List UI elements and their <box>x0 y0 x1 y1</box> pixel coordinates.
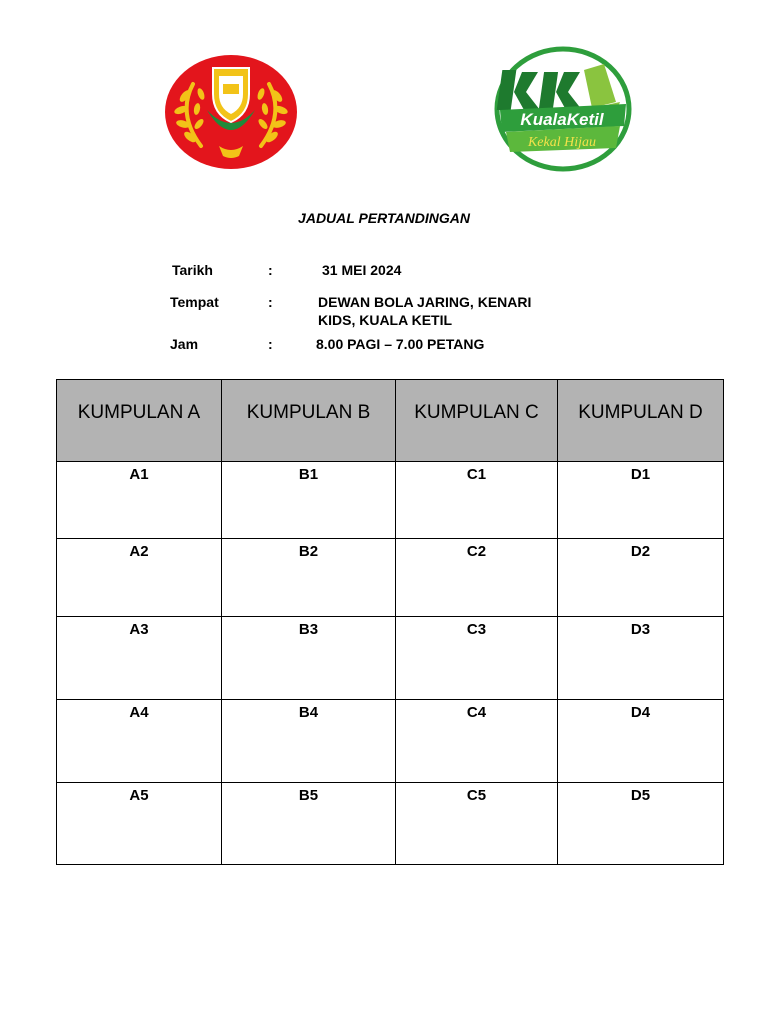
table-row <box>57 462 724 539</box>
team-cell: B4 <box>222 700 396 783</box>
team-cell: D3 <box>558 617 724 700</box>
info-value: 31 MEI 2024 <box>322 262 402 278</box>
team-cell: B5 <box>222 783 396 865</box>
info-colon: : <box>268 262 273 278</box>
team-cell: B1 <box>222 462 396 539</box>
group-header: KUMPULAN D <box>558 380 724 462</box>
table-row <box>57 539 724 617</box>
team-cell: A4 <box>57 700 222 783</box>
document-title: JADUAL PERTANDINGAN <box>298 210 470 226</box>
group-header: KUMPULAN A <box>57 380 222 462</box>
info-label: Jam <box>170 336 199 352</box>
team-cell: B3 <box>222 617 396 700</box>
svg-text:Kekal Hijau: Kekal Hijau <box>527 135 597 150</box>
kedah-crest-icon <box>163 54 303 174</box>
team-cell: A5 <box>57 783 222 865</box>
group-header: KUMPULAN B <box>222 380 396 462</box>
svg-text:KualaKetil: KualaKetil <box>520 110 604 129</box>
team-cell: C1 <box>396 462 558 539</box>
team-cell: C3 <box>396 617 558 700</box>
team-cell: B2 <box>222 539 396 617</box>
table-row <box>57 783 724 865</box>
kuala-ketil-logo-icon <box>492 44 634 174</box>
group-table <box>56 379 724 865</box>
team-cell: D4 <box>558 700 724 783</box>
team-cell: D5 <box>558 783 724 865</box>
team-cell: A1 <box>57 462 222 539</box>
team-cell: C2 <box>396 539 558 617</box>
table-row <box>57 617 724 700</box>
info-colon: : <box>268 336 273 352</box>
team-cell: A2 <box>57 539 222 617</box>
info-label: Tempat <box>170 294 219 310</box>
team-cell: C4 <box>396 700 558 783</box>
team-cell: A3 <box>57 617 222 700</box>
group-header: KUMPULAN C <box>396 380 558 462</box>
info-value: DEWAN BOLA JARING, KENARI <box>318 294 532 310</box>
info-colon: : <box>268 294 273 310</box>
info-value: KIDS, KUALA KETIL <box>318 312 453 328</box>
info-label: Tarikh <box>172 262 213 278</box>
info-value: 8.00 PAGI – 7.00 PETANG <box>316 336 485 352</box>
team-cell: D2 <box>558 539 724 617</box>
team-cell: C5 <box>396 783 558 865</box>
table-row <box>57 700 724 783</box>
table-header-row <box>57 380 724 462</box>
team-cell: D1 <box>558 462 724 539</box>
